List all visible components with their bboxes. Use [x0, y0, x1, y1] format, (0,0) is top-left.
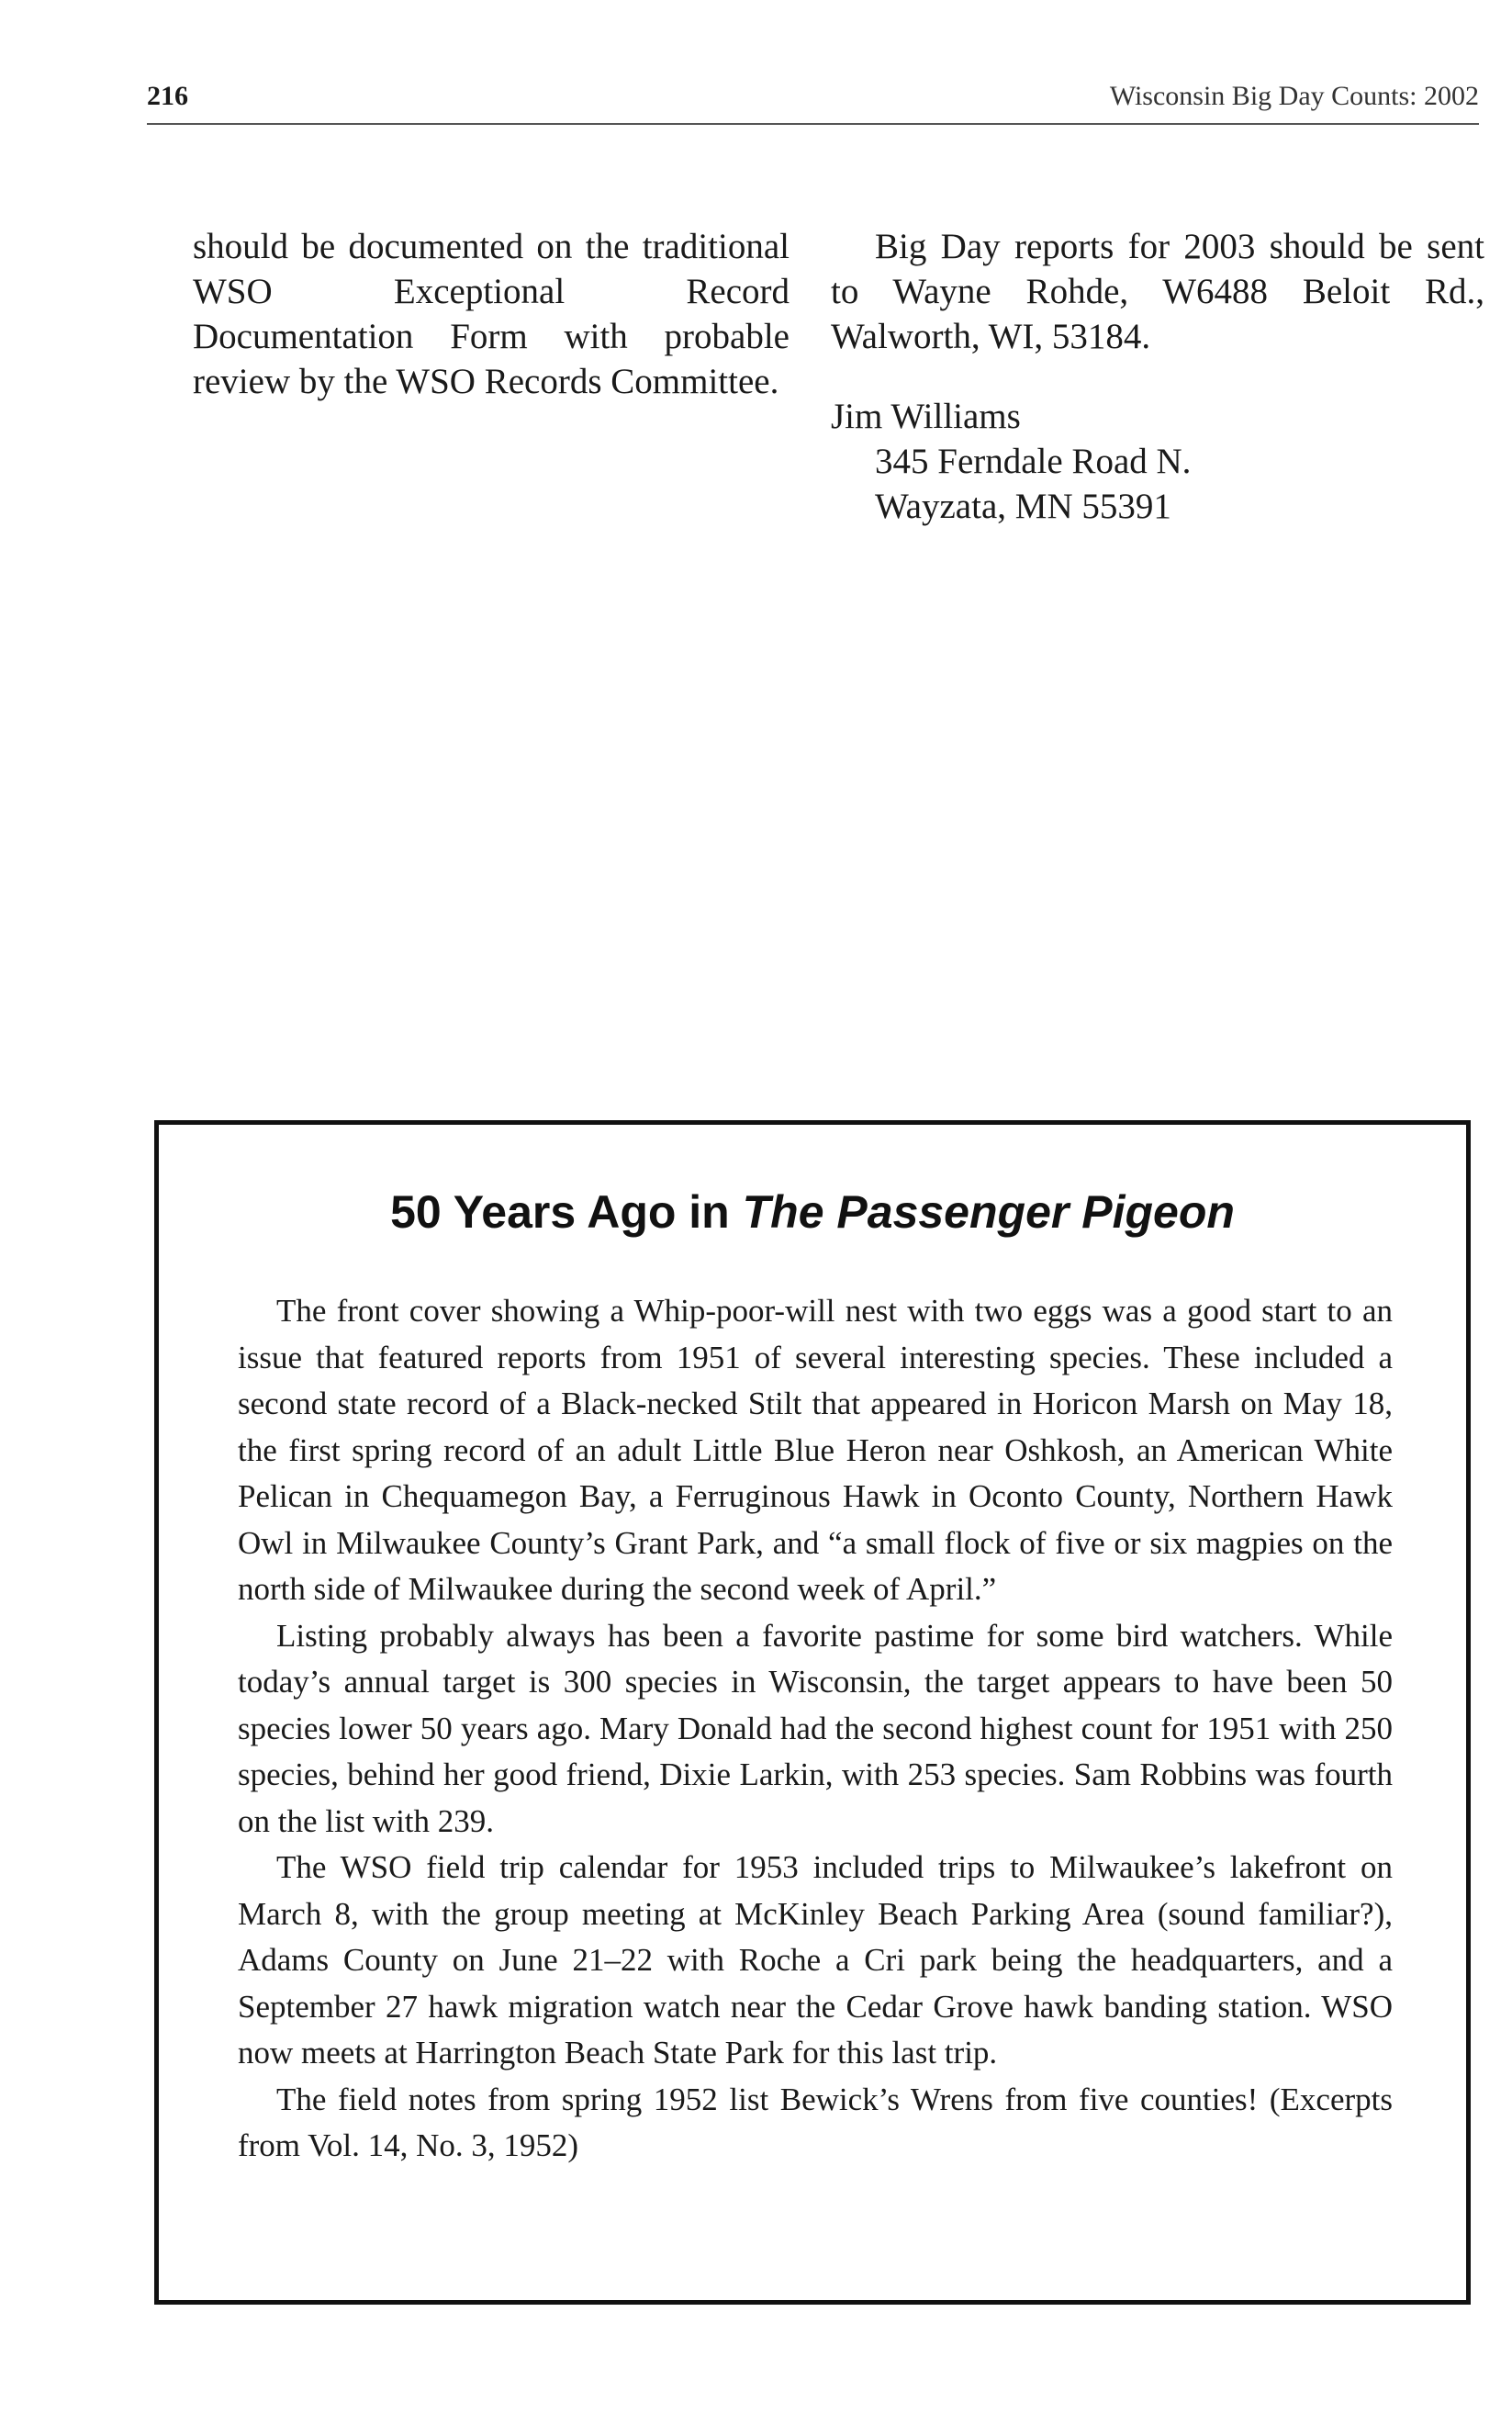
feature-paragraph: The WSO field trip calendar for 1953 included trips to Milwaukee’s lakefront on March 8, with the group meeting at McKinley Beach Parking Area (sound familiar?), Adams County on June 21–22 with Roche a Cri park being the headquarters, and a September 27 hawk migration watch near the Cedar Grove hawk banding station. WSO now meets at Harrington Beach State Park for this last trip.: [238, 1849, 1393, 2070]
feature-paragraph: The field notes from spring 1952 list Bewick’s Wrens from five counties! (Excerpts from Vol. 14, No. 3, 1952): [238, 2081, 1393, 2163]
left-column-text: should be documented on the traditional WSO Exceptional Record Documentation Form with probable review by the WSO Records Committee.: [193, 227, 790, 401]
signature-name: Jim Williams: [831, 397, 1021, 436]
big-day-reports-paragraph: Big Day reports for 2003 should be sent to Wayne Rohde, W6488 Beloit Rd., Walworth, WI, 53184.: [831, 227, 1484, 356]
feature-box: [154, 1120, 1471, 2305]
feature-title-journal: The Passenger Pigeon: [742, 1186, 1235, 1238]
address-line-1: 345 Ferndale Road N.: [875, 442, 1192, 481]
feature-paragraph: Listing probably always has been a favorite pastime for some bird watchers. While today’s annual target is 300 species in Wisconsin, the target appears to have been 50 species lower 50 years ago. Mary Donald had the second highest count for 1951 with 250 species, behind her good friend, Dixie Larkin, with 253 species. Sam Robbins was fourth on the list with 239.: [238, 1617, 1393, 1839]
feature-body: [238, 1288, 1393, 2170]
feature-title-prefix: 50 Years Ago in: [390, 1186, 743, 1238]
feature-title: [159, 1185, 1466, 1239]
address-line-2: Wayzata, MN 55391: [875, 487, 1171, 526]
running-head: Wisconsin Big Day Counts: 2002: [1109, 81, 1479, 111]
right-column: [831, 224, 1484, 529]
header-rule: [147, 123, 1479, 125]
feature-paragraph: The front cover showing a Whip-poor-will nest with two eggs was a good start to an issue that featured reports from 1951 of several interesting species. These included a second state record of a Black-necked Stilt that appeared in Horicon Marsh on May 18, the first spring record of an adult Little Blue Heron near Oshkosh, an American White Pelican in Chequamegon Bay, a Ferruginous Hawk in Oconto County, Northern Hawk Owl in Milwaukee County’s Grant Park, and “a small flock of five or six magpies on the north side of Milwaukee during the second week of April.”: [238, 1293, 1393, 1607]
page-number: 216: [147, 81, 188, 111]
